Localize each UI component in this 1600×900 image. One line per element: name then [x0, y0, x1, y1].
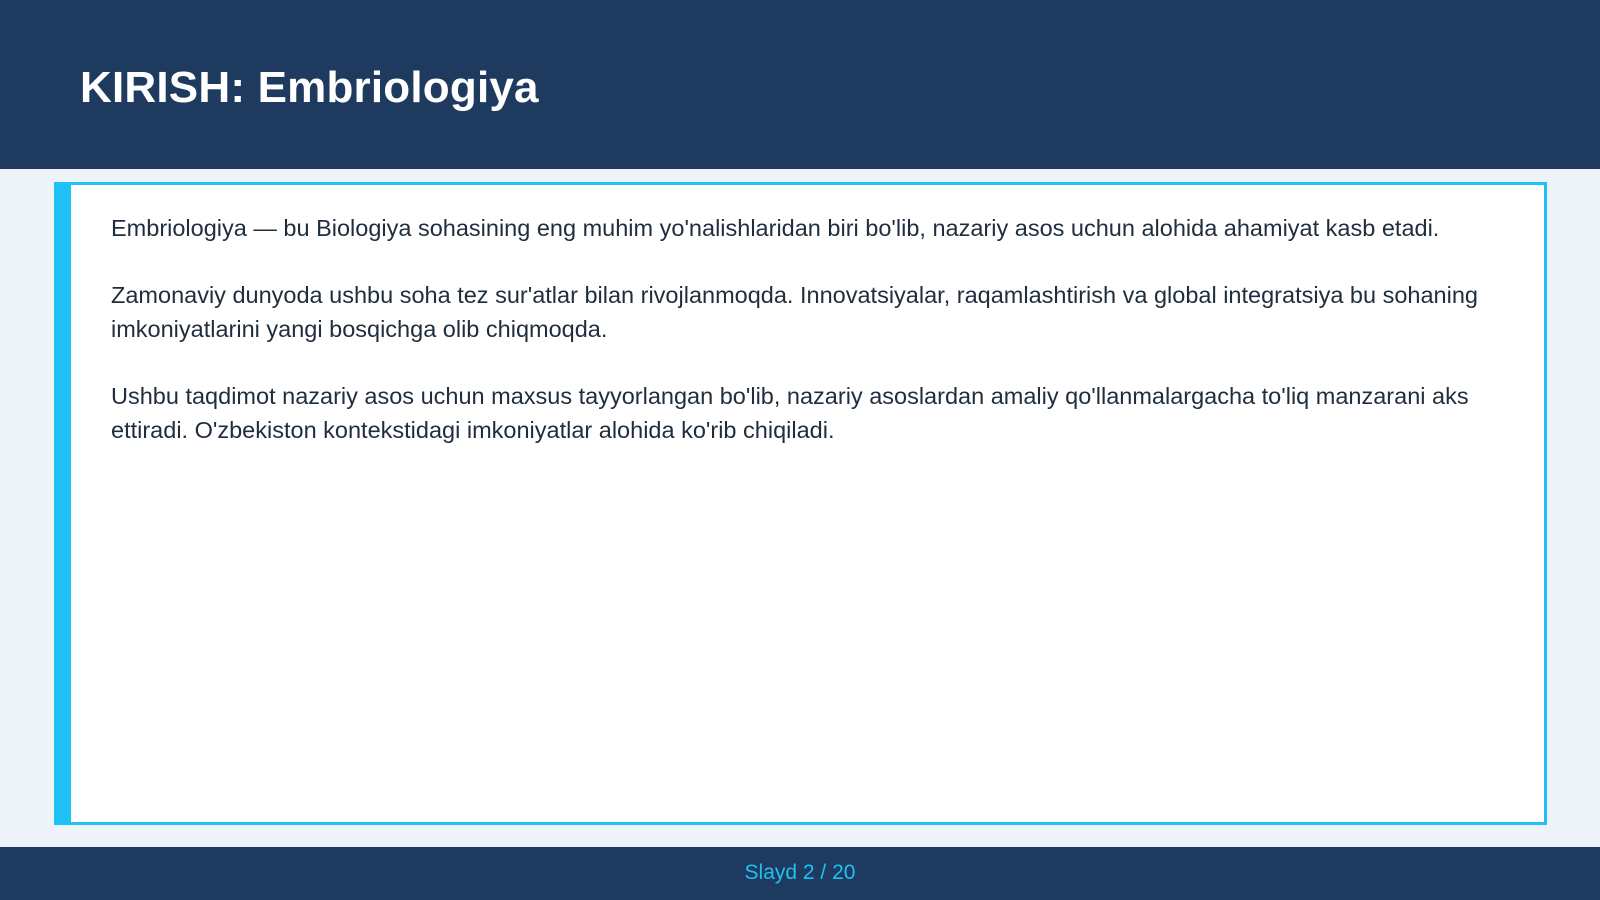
content-text	[111, 211, 1491, 480]
slide-footer	[0, 847, 1600, 900]
paragraph-modern-world: Zamonaviy dunyoda ushbu soha tez sur'atlar bilan rivojlanmoqda. Innovatsiyalar, raqamlashtirish va global integratsiya bu sohaning imkoniyatlarini yangi bosqichga olib chiqmoqda.	[111, 282, 1478, 342]
paragraph-intro: Embriologiya — bu Biologiya sohasining eng muhim yo'nalishlaridan biri bo'lib, nazariy asos uchun alohida ahamiyat kasb etadi.	[111, 215, 1440, 241]
paragraph-presentation-scope: Ushbu taqdimot nazariy asos uchun maxsus tayyorlangan bo'lib, nazariy asoslardan amaliy qo'llanmalargacha to'liq manzarani aks ettiradi. O'zbekiston kontekstidagi imkoniyatlar alohida ko'rib chiqiladi.	[111, 383, 1469, 443]
slide-title: KIRISH: Embriologiya	[80, 63, 539, 112]
slide-header	[0, 0, 1600, 169]
content-panel	[54, 182, 1547, 825]
slide-counter: Slayd 2 / 20	[744, 861, 856, 884]
